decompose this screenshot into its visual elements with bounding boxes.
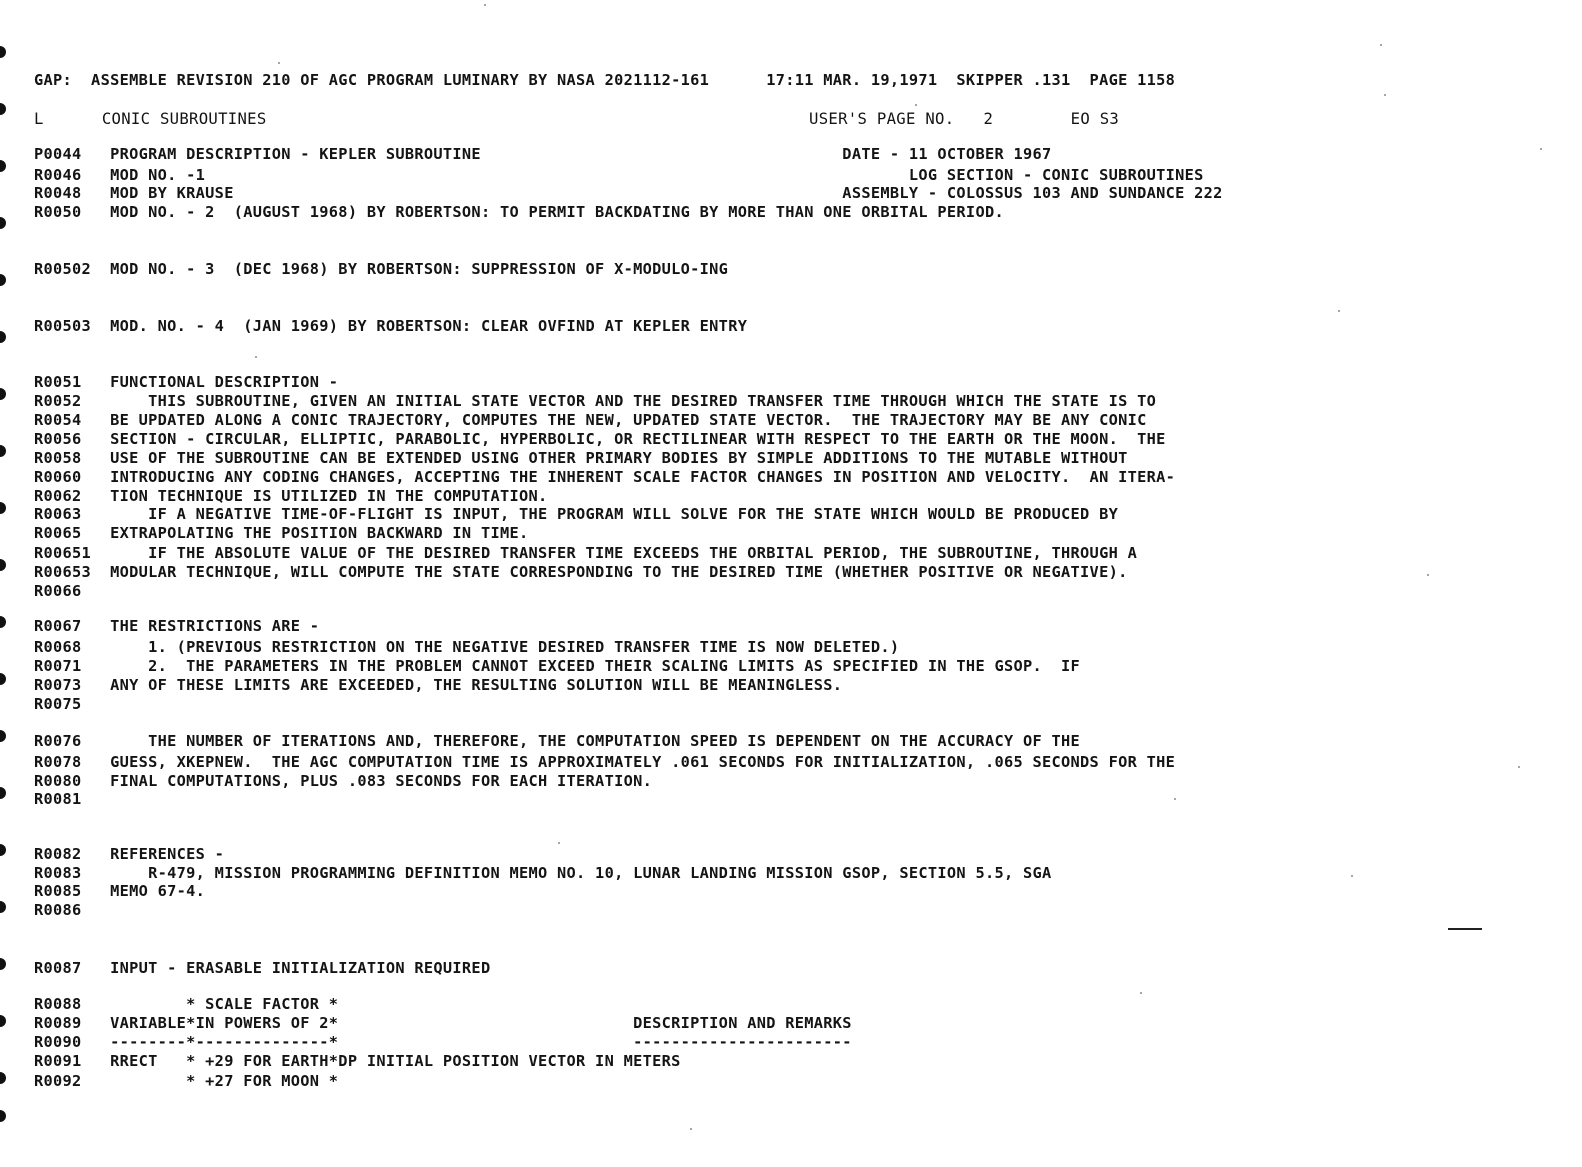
punch-hole [0,445,6,457]
scan-speck [278,62,280,64]
scan-mark [1448,928,1482,930]
listing-line: R0050 MOD NO. - 2 (AUGUST 1968) BY ROBERTSON: TO PERMIT BACKDATING BY MORE THAN ONE ORBITAL PERIOD. [34,203,1004,221]
listing-line: R0083 R-479, MISSION PROGRAMMING DEFINITION MEMO NO. 10, LUNAR LANDING MISSION GSOP, SECTION 5.5, SGA [34,864,1052,882]
listing-line: R0091 RRECT * +29 FOR EARTH*DP INITIAL POSITION VECTOR IN METERS [34,1052,681,1070]
listing-line: R0046 MOD NO. -1 LOG SECTION - CONIC SUBROUTINES [34,166,1204,184]
listing-line: R0062 TION TECHNIQUE IS UTILIZED IN THE COMPUTATION. [34,487,548,505]
listing-line: P0044 PROGRAM DESCRIPTION - KEPLER SUBROUTINE DATE - 11 OCTOBER 1967 [34,145,1052,163]
listing-line: R0088 * SCALE FACTOR * [34,995,339,1013]
listing-line: R0058 USE OF THE SUBROUTINE CAN BE EXTENDED USING OTHER PRIMARY BODIES BY SIMPLE ADDITIONS TO THE MUTABLE WITHOUT [34,449,1128,467]
scan-speck [690,1128,692,1130]
listing-line: R0086 [34,901,82,919]
punch-hole [0,274,6,286]
punch-hole [0,673,6,685]
listing-line: R00502 MOD NO. - 3 (DEC 1968) BY ROBERTSON: SUPPRESSION OF X-MODULO-ING [34,260,729,278]
listing-line: R0065 EXTRAPOLATING THE POSITION BACKWARD IN TIME. [34,524,529,542]
scan-speck [1351,875,1353,877]
listing-line: R0085 MEMO 67-4. [34,882,206,900]
listing-line: R0082 REFERENCES - [34,845,225,863]
scan-speck [1174,798,1176,800]
punch-hole [0,217,6,229]
assembly-banner: GAP: ASSEMBLE REVISION 210 OF AGC PROGRAM LUMINARY BY NASA 2021112-161 17:11 MAR. 19,1971 SKIPPER .131 PAGE 1158 [34,71,1176,89]
scan-speck [484,4,486,6]
punch-hole [0,46,6,58]
scan-speck [1540,148,1542,150]
listing-line: R0089 VARIABLE*IN POWERS OF 2* DESCRIPTION AND REMARKS [34,1014,852,1032]
listing-line: R0076 THE NUMBER OF ITERATIONS AND, THEREFORE, THE COMPUTATION SPEED IS DEPENDENT ON THE ACCURACY OF THE [34,732,1081,750]
scan-speck [1338,310,1340,312]
listing-line: R0066 [34,582,82,600]
listing-line: R0063 IF A NEGATIVE TIME-OF-FLIGHT IS INPUT, THE PROGRAM WILL SOLVE FOR THE STATE WHICH WOULD BE PRODUCED BY [34,505,1119,523]
listing-line: R0067 THE RESTRICTIONS ARE - [34,617,320,635]
listing-line: R0056 SECTION - CIRCULAR, ELLIPTIC, PARABOLIC, HYPERBOLIC, OR RECTILINEAR WITH RESPECT TO THE EARTH OR THE MOON. THE [34,430,1166,448]
punch-hole [0,787,6,799]
listing-line: R0092 * +27 FOR MOON * [34,1072,339,1090]
punch-hole [0,160,6,172]
scan-speck [558,842,560,844]
listing-line: R0054 BE UPDATED ALONG A CONIC TRAJECTORY, COMPUTES THE NEW, UPDATED STATE VECTOR. THE TRAJECTORY MAY BE ANY CONIC [34,411,1147,429]
listing-line: R00651 IF THE ABSOLUTE VALUE OF THE DESIRED TRANSFER TIME EXCEEDS THE ORBITAL PERIOD, THE SUBROUTINE, THROUGH A [34,544,1138,562]
punch-hole [0,730,6,742]
section-header: L CONIC SUBROUTINES USER'S PAGE NO. 2 EO S3 [34,110,1120,128]
punch-hole [0,958,6,970]
scan-speck [1384,94,1386,96]
punch-hole [0,559,6,571]
punch-hole [0,844,6,856]
scan-speck [1427,574,1429,576]
punch-hole [0,616,6,628]
scan-speck [255,356,257,358]
scan-speck [915,104,917,106]
listing-line: R0090 --------*--------------* ----------------------- [34,1033,852,1051]
punch-hole [0,388,6,400]
punch-hole [0,331,6,343]
listing-line: R0075 [34,695,82,713]
listing-line: R00653 MODULAR TECHNIQUE, WILL COMPUTE THE STATE CORRESPONDING TO THE DESIRED TIME (WHETHER POSITIVE OR NEGATIVE). [34,563,1128,581]
listing-line: R0080 FINAL COMPUTATIONS, PLUS .083 SECONDS FOR EACH ITERATION. [34,772,653,790]
listing-line: R00503 MOD. NO. - 4 (JAN 1969) BY ROBERTSON: CLEAR OVFIND AT KEPLER ENTRY [34,317,748,335]
listing-line: R0078 GUESS, XKEPNEW. THE AGC COMPUTATION TIME IS APPROXIMATELY .061 SECONDS FOR INITIALIZATION, .065 SECONDS FOR THE [34,753,1176,771]
listing-line: R0048 MOD BY KRAUSE ASSEMBLY - COLOSSUS 103 AND SUNDANCE 222 [34,184,1223,202]
punch-hole [0,1072,6,1084]
listing-line: R0052 THIS SUBROUTINE, GIVEN AN INITIAL STATE VECTOR AND THE DESIRED TRANSFER TIME THROUGH WHICH THE STATE IS TO [34,392,1157,410]
scan-speck [1140,992,1142,994]
punch-hole [0,901,6,913]
listing-line: R0071 2. THE PARAMETERS IN THE PROBLEM CANNOT EXCEED THEIR SCALING LIMITS AS SPECIFIED IN THE GSOP. IF [34,657,1081,675]
listing-line: R0068 1. (PREVIOUS RESTRICTION ON THE NEGATIVE DESIRED TRANSFER TIME IS NOW DELETED.) [34,638,900,656]
listing-line: R0081 [34,790,82,808]
punch-hole [0,1110,6,1122]
listing-line: R0073 ANY OF THESE LIMITS ARE EXCEEDED, THE RESULTING SOLUTION WILL BE MEANINGLESS. [34,676,843,694]
punch-hole [0,502,6,514]
listing-line: R0051 FUNCTIONAL DESCRIPTION - [34,373,339,391]
listing-line: R0060 INTRODUCING ANY CODING CHANGES, ACCEPTING THE INHERENT SCALE FACTOR CHANGES IN POSITION AND VELOCITY. AN ITERA- [34,468,1176,486]
punch-hole [0,1015,6,1027]
scan-speck [1380,44,1382,46]
listing-line: R0087 INPUT - ERASABLE INITIALIZATION REQUIRED [34,959,491,977]
scan-speck [1518,766,1520,768]
punch-hole [0,103,6,115]
